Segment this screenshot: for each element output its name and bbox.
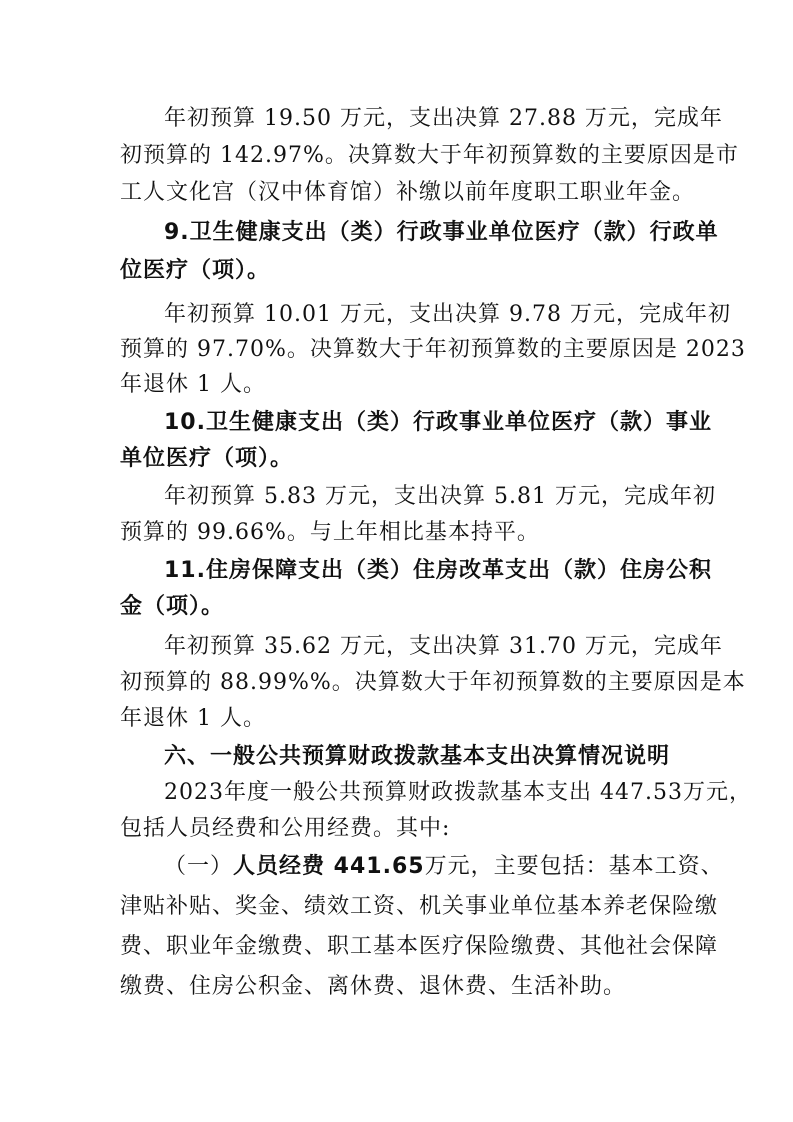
paragraph-line: 年初预算 35.62 万元，支出决算 31.70 万元，完成年: [164, 634, 723, 659]
section-heading-9: 9.卫生健康支出（类）行政事业单位医疗（款）行政单: [164, 220, 719, 245]
paragraph-line: 缴费、住房公积金、离休费、退休费、生活补助。: [120, 974, 627, 999]
paragraph-line: 年退休 1 人。: [120, 706, 266, 731]
paragraph-line: 工人文化宫（汉中体育馆）补缴以前年度职工职业年金。: [120, 180, 696, 205]
list-marker: （一）: [164, 854, 234, 879]
paragraph-line: 包括人员经费和公用经费。其中:: [120, 816, 451, 841]
paragraph-line: 年初预算 5.83 万元，支出决算 5.81 万元，完成年初: [164, 484, 716, 509]
section-heading-10-cont: 单位医疗（项）。: [120, 446, 294, 471]
paragraph-line: 年初预算 10.01 万元，支出决算 9.78 万元，完成年初: [164, 302, 731, 327]
section-heading-6: 六、一般公共预算财政拨款基本支出决算情况说明: [164, 744, 671, 769]
section-heading-11: 11.住房保障支出（类）住房改革支出（款）住房公积: [164, 558, 712, 583]
paragraph-line: 预算的 97.70%。决算数大于年初预算数的主要原因是 2023: [120, 337, 746, 362]
paragraph-line: 初预算的 142.97%。决算数大于年初预算数的主要原因是市: [120, 143, 739, 168]
paragraph-line: 费、职业年金缴费、职工基本医疗保险缴费、其他社会保障: [120, 934, 719, 959]
section-heading-11-cont: 金（项）。: [120, 594, 225, 619]
paragraph-line-personnel: [164, 852, 724, 882]
paragraph-line: 初预算的 88.99%%。决算数大于年初预算数的主要原因是本: [120, 670, 746, 695]
section-heading-9-cont: 位医疗（项）。: [120, 258, 271, 283]
section-heading-10: 10.卫生健康支出（类）行政事业单位医疗（款）事业: [164, 410, 712, 435]
paragraph-line: 年退休 1 人。: [120, 372, 266, 397]
paragraph-line: 津贴补贴、奖金、绩效工资、机关事业单位基本养老保险缴: [120, 894, 719, 919]
paragraph-line: 2023年度一般公共预算财政拨款基本支出 447.53万元，: [164, 780, 752, 805]
paragraph-line: 预算的 99.66%。与上年相比基本持平。: [120, 520, 540, 545]
paragraph-line: 年初预算 19.50 万元，支出决算 27.88 万元，完成年: [164, 106, 723, 131]
paragraph-text: 万元，主要包括：基本工资、: [424, 854, 724, 879]
personnel-cost-emphasis: 人员经费 441.65: [233, 854, 425, 879]
